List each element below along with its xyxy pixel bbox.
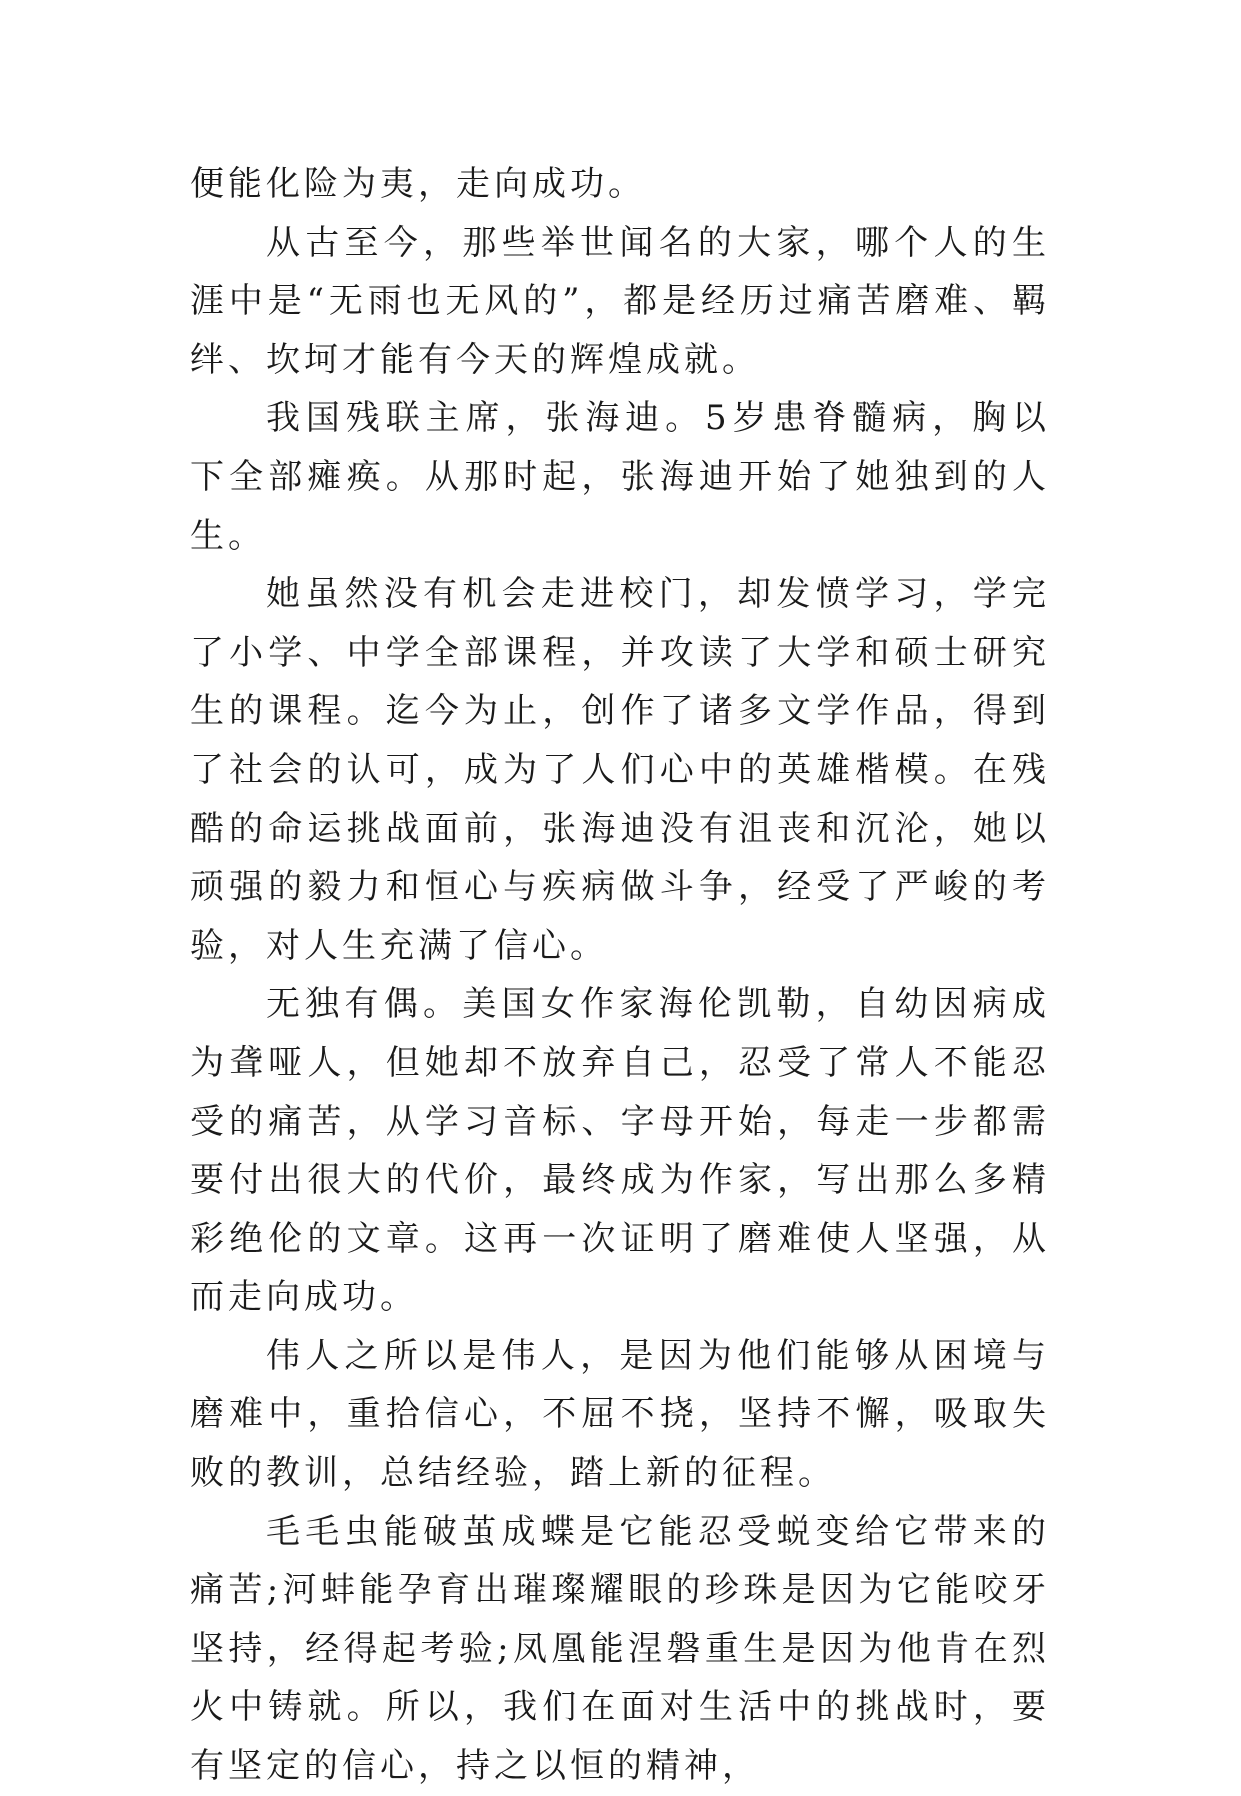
paragraph: 无独有偶。美国女作家海伦凯勒，自幼因病成为聋哑人，但她却不放弃自己，忍受了常人不能忍受的痛苦，从学习音标、字母开始，每走一步都需要付出很大的代价，最终成为作家，写出那么多精彩绝伦的文章。这再一次证明了磨难使人坚强，从而走向成功。	[190, 984, 1050, 1318]
paragraph: 我国残联主席，张海迪。5岁患脊髓病，胸以下全部瘫痪。从那时起，张海迪开始了她独到的人生。	[190, 398, 1050, 556]
essay-body	[190, 155, 1050, 1796]
paragraph: 从古至今，那些举世闻名的大家，哪个人的生涯中是“无雨也无风的”，都是经历过痛苦磨难、羁绊、坎坷才能有今天的辉煌成就。	[190, 222, 1050, 380]
paragraph-continuation: 便能化险为夷，走向成功。	[190, 164, 646, 204]
paragraph: 伟人之所以是伟人，是因为他们能够从困境与磨难中，重拾信心，不屈不挠，坚持不懈，吸取失败的教训，总结经验，踏上新的征程。	[190, 1335, 1050, 1494]
paragraph: 毛毛虫能破茧成蝶是它能忍受蜕变给它带来的痛苦;河蚌能孕育出璀璨耀眼的珍珠是因为它能咬牙坚持，经得起考验;凤凰能涅磐重生是因为他肯在烈火中铸就。所以，我们在面对生活中的挑战时，要有坚定的信心，持之以恒的精神，	[190, 1511, 1050, 1787]
paragraph: 她虽然没有机会走进校门，却发愤学习，学完了小学、中学全部课程，并攻读了大学和硕士研究生的课程。迄今为止，创作了诸多文学作品，得到了社会的认可，成为了人们心中的英雄楷模。在残酷的命运挑战面前，张海迪没有沮丧和沉沦，她以顽强的毅力和恒心与疾病做斗争，经受了严峻的考验，对人生充满了信心。	[190, 574, 1050, 966]
